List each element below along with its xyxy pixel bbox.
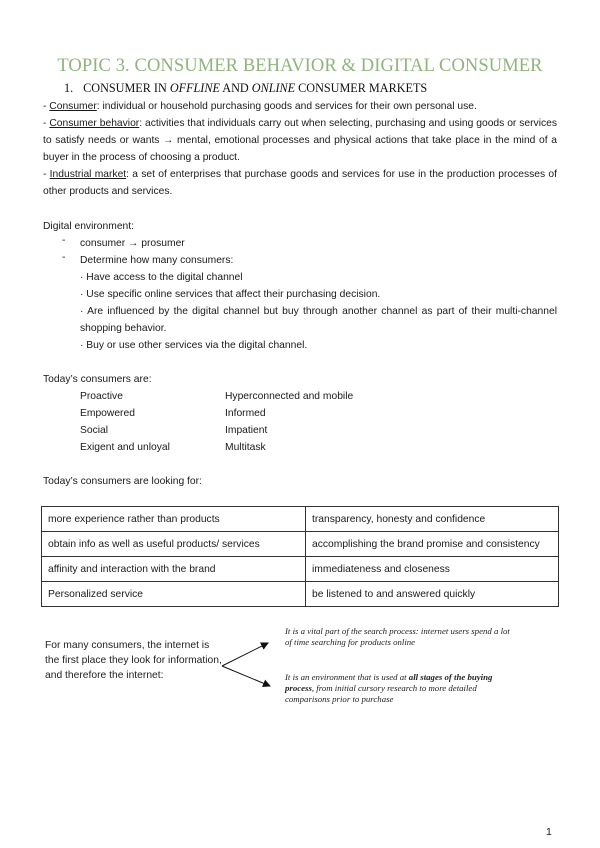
- internet-note-1: It is a vital part of the search process: internet users spend a lot of time searching for products online: [285, 626, 510, 647]
- page-title: TOPIC 3. CONSUMER BEHAVIOR & DIGITAL CONSUMER: [57, 56, 543, 76]
- heading-part-3: CONSUMER MARKETS: [295, 81, 428, 95]
- definition-text: : a set of enterprises that purchase goods and services for use in the production processes of other products and services.: [43, 169, 557, 197]
- definition-term: Consumer: [49, 101, 97, 112]
- digital-subitem: · Buy or use other services via the digital channel.: [80, 340, 308, 351]
- table-cell: be listened to and answered quickly: [306, 582, 559, 607]
- internet-note-2: [285, 672, 510, 705]
- table-cell: Personalized service: [42, 582, 306, 607]
- definition-text: : activities that individuals carry out when selecting, purchasing and using goods or services to satisfy needs or wants → mental, emotional processes and physical actions that take place in the mind of a buyer in the process of choosing a product.: [43, 118, 558, 163]
- note-2-part-c: , from initial cursory research to more detailed comparisons prior to purchase: [285, 683, 477, 704]
- definition-prefix: -: [43, 118, 50, 129]
- definition-prefix: -: [43, 101, 50, 112]
- table-cell: affinity and interaction with the brand: [42, 557, 306, 582]
- arrow-up-line: [222, 643, 268, 666]
- digital-item-prosumer: consumer → prosumer: [80, 238, 185, 249]
- internet-lead-text: For many consumers, the internet is the first place they look for information, and therefore the internet:: [45, 640, 222, 681]
- definition-term: Consumer behavior: [49, 118, 140, 129]
- note-2-emphasis: all stages of the buying process: [285, 672, 493, 693]
- note-2-part-a: It is an environment that is used at: [285, 672, 409, 682]
- table-cell: accomplishing the brand promise and consistency: [306, 532, 559, 557]
- trait-right: Informed: [225, 408, 266, 419]
- definition-text: : individual or household purchasing goods and services for their own personal use.: [96, 101, 477, 112]
- bullet-marker: -: [62, 252, 66, 263]
- trait-left: Exigent and unloyal: [80, 442, 170, 453]
- digital-item-determine: Determine how many consumers:: [80, 255, 234, 266]
- definition-prefix: -: [43, 169, 50, 180]
- table-cell: more experience rather than products: [42, 507, 306, 532]
- digital-subitem: · Use specific online services that affect their purchasing decision.: [80, 289, 381, 300]
- section-number: 1.: [64, 81, 74, 95]
- table-cell: immediateness and closeness: [306, 557, 559, 582]
- arrow-down-line: [222, 666, 270, 686]
- digital-heading: Digital environment:: [43, 221, 134, 232]
- digital-subitem: · Are influenced by the digital channel but buy through another channel as part of their multi-channel shopping behavior.: [80, 306, 557, 334]
- looking-for-heading: Today’s consumers are looking for:: [43, 476, 202, 487]
- heading-offline: OFFLINE: [169, 81, 220, 95]
- today-are-heading: Today’s consumers are:: [43, 374, 152, 385]
- trait-left: Proactive: [80, 391, 123, 402]
- page-number: 1: [546, 826, 552, 838]
- trait-right: Multitask: [225, 442, 266, 453]
- heading-online: ONLINE: [251, 81, 296, 95]
- digital-subitem: · Have access to the digital channel: [80, 272, 243, 283]
- trait-left: Empowered: [80, 408, 135, 419]
- trait-right: Impatient: [225, 425, 268, 436]
- trait-left: Social: [80, 425, 109, 436]
- bullet-marker: -: [62, 235, 66, 246]
- table-cell: obtain info as well as useful products/ services: [42, 532, 306, 557]
- definition-term: Industrial market: [49, 169, 127, 180]
- table-cell: transparency, honesty and confidence: [306, 507, 559, 532]
- trait-right: Hyperconnected and mobile: [225, 391, 354, 402]
- heading-part-1: CONSUMER IN: [83, 81, 170, 95]
- heading-part-2: AND: [219, 81, 252, 95]
